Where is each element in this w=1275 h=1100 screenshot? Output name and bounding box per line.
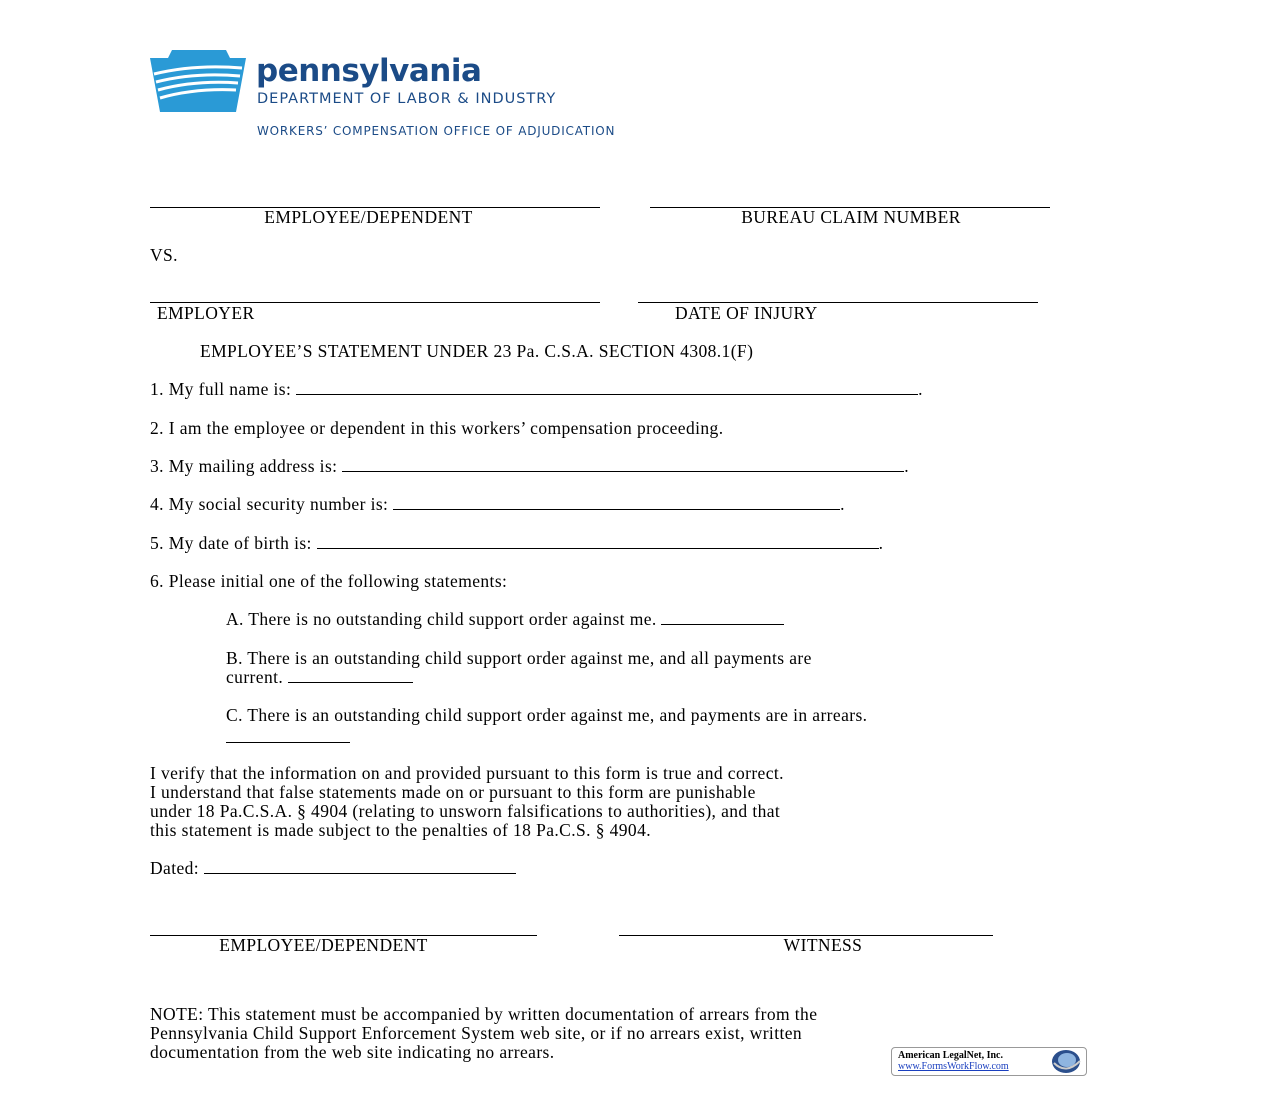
badge-url[interactable]: www.FormsWorkFlow.com — [898, 1061, 1009, 1072]
item-full-name — [150, 380, 923, 399]
dated-label: Dated: — [150, 858, 200, 878]
verify-line: this statement is made subject to the penalties of 18 Pa.C.S. § 4904. — [150, 820, 652, 840]
keystone-logo-icon — [150, 50, 248, 112]
item-label: 1. My full name is: — [150, 379, 292, 399]
period: . — [904, 456, 909, 476]
dated-blank[interactable] — [204, 859, 516, 874]
employee-signature-label: EMPLOYEE/DEPENDENT — [219, 935, 428, 955]
verify-line: I understand that false statements made on or pursuant to this form are punishable — [150, 782, 756, 802]
option-a-text: A. There is no outstanding child support order against me. — [226, 609, 657, 629]
dob-blank[interactable] — [317, 534, 879, 549]
period: . — [878, 533, 884, 553]
versus-text: VS. — [150, 245, 178, 265]
option-b-line1: B. There is an outstanding child support order against me, and all payments are — [226, 648, 812, 668]
item-initial-instructions: 6. Please initial one of the following statements: — [150, 571, 508, 591]
department-name: DEPARTMENT OF LABOR & INDUSTRY — [257, 91, 557, 107]
period: . — [840, 494, 845, 514]
employee-label: EMPLOYEE/DEPENDENT — [264, 207, 473, 227]
logo-wordmark: pennsylvania — [256, 53, 482, 89]
dated-row — [150, 859, 516, 878]
period: . — [918, 379, 923, 399]
option-a — [226, 610, 784, 629]
note-line: Pennsylvania Child Support Enforcement System web site, or if no arrears exist, written — [150, 1023, 803, 1043]
item-date-of-birth — [150, 534, 883, 553]
item-label: 3. My mailing address is: — [150, 456, 338, 476]
item-ssn — [150, 495, 845, 514]
office-name: WORKERS’ COMPENSATION OFFICE OF ADJUDICATION — [257, 124, 616, 138]
item-mailing-address — [150, 457, 909, 476]
witness-signature-label: WITNESS — [783, 935, 863, 955]
claim-number-label: BUREAU CLAIM NUMBER — [741, 207, 961, 227]
option-b-line2 — [226, 668, 413, 687]
injury-date-label: DATE OF INJURY — [675, 303, 818, 323]
ssn-blank[interactable] — [393, 495, 840, 510]
full-name-blank[interactable] — [296, 380, 918, 395]
option-b-text: current. — [226, 667, 284, 687]
note-line: NOTE: This statement must be accompanied by written documentation of arrears from the — [150, 1004, 818, 1024]
option-c-text: C. There is an outstanding child support order against me, and payments are in arrears. — [226, 705, 868, 725]
option-c-initial-blank[interactable] — [226, 742, 350, 743]
form-title: EMPLOYEE’S STATEMENT UNDER 23 Pa. C.S.A. SECTION 4308.1(F) — [200, 341, 754, 361]
verify-line: I verify that the information on and provided pursuant to this form is true and correct. — [150, 763, 784, 783]
american-legalnet-badge[interactable] — [891, 1047, 1087, 1076]
employer-label: EMPLOYER — [157, 303, 255, 323]
item-label: 4. My social security number is: — [150, 494, 389, 514]
option-b-initial-blank[interactable] — [288, 668, 413, 683]
verify-line: under 18 Pa.C.S.A. § 4904 (relating to unsworn falsifications to authorities), and that — [150, 801, 781, 821]
item-label: 5. My date of birth is: — [150, 533, 312, 553]
badge-company: American LegalNet, Inc. — [898, 1050, 1003, 1061]
note-line: documentation from the web site indicating no arrears. — [150, 1042, 555, 1062]
item-employee-statement: 2. I am the employee or dependent in this workers’ compensation proceeding. — [150, 418, 724, 438]
globe-icon — [1048, 1049, 1082, 1074]
option-a-initial-blank[interactable] — [661, 610, 784, 625]
mailing-address-blank[interactable] — [342, 457, 904, 472]
